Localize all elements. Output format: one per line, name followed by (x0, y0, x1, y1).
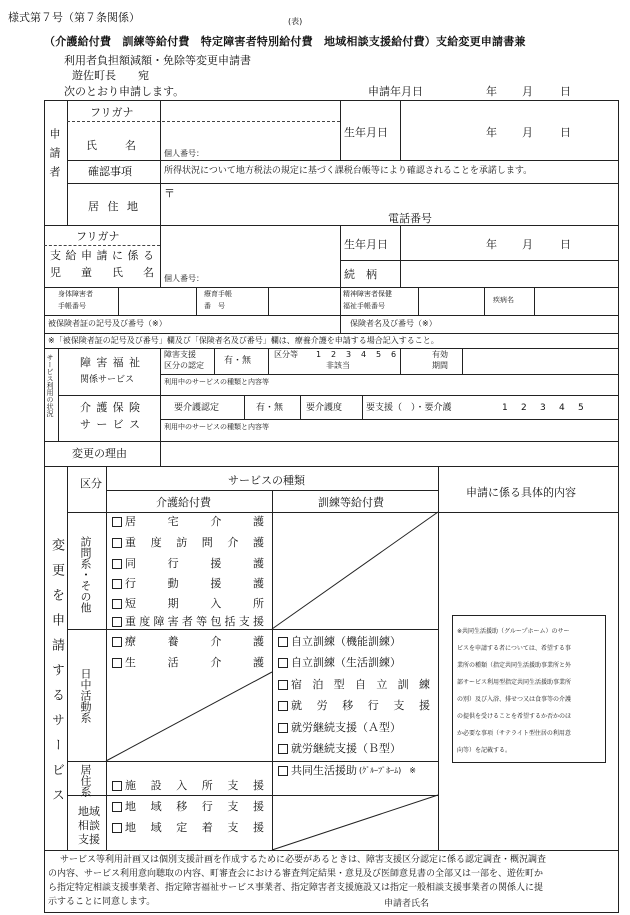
note-line: 部サービス利用型指定共同生活援助事業所 (457, 679, 572, 686)
label-char: 地 (127, 200, 138, 213)
label-char: 係 (127, 249, 139, 262)
note-line: ビスを申請する者については、希望する事 (457, 645, 571, 652)
category-label-1: 区分 (80, 477, 102, 490)
label-char: 者 (181, 615, 193, 628)
insurer-number-label: 保険者名及び番号（※） (350, 319, 437, 328)
label-char: 支 (50, 249, 61, 262)
label-char: 護 (96, 401, 108, 414)
consult-category-label: 地域相談支援 (78, 805, 100, 846)
care-cert-label: 要介護認定 (174, 403, 220, 413)
valid-label-1: 有効 (432, 350, 448, 359)
daytime-training-label: 自立訓練（生活訓練） (291, 656, 401, 669)
label-char: 支 (227, 821, 239, 834)
rehab-handbook-label-2: 番 号 (204, 302, 225, 310)
label-char: 活 (167, 656, 179, 669)
class-label: 区分等 (274, 350, 298, 359)
label-char: 定 (176, 821, 188, 834)
child-birth-year: 年 (486, 238, 497, 251)
label-char: 型 (333, 678, 345, 691)
label-char: 福 (112, 356, 124, 369)
label-char: サ (80, 418, 91, 431)
physical-handbook-label-1: 身体障害者 (58, 290, 93, 298)
label-char: 立 (376, 678, 388, 691)
label-char: 地 (125, 800, 136, 813)
label-char: 支 (238, 615, 250, 628)
care-support-label[interactable]: 要支援（ ）・要介護 (366, 403, 452, 413)
class-number-1[interactable]: 1 (316, 350, 322, 359)
footer-line: ら指定特定相談支援事業者、指定障害福祉サービス事業者、指定障害者支援施設又は指定一般相談支援事業者の関係人に提 (48, 883, 544, 893)
label-char: 給 (65, 249, 77, 262)
birthdate-year: 年 (486, 126, 497, 139)
diagonal-training-consult (272, 795, 438, 850)
label-char: 請 (96, 249, 108, 262)
label-char: 所 (252, 597, 264, 610)
label-char: 児 (50, 266, 61, 279)
welfare-label-2: 関係サービス (80, 375, 135, 385)
label-char: ビ (112, 418, 124, 431)
residence-training-label: 共同生活援助 (291, 764, 357, 777)
label-char: 援 (210, 577, 222, 590)
label-char: 泊 (312, 678, 324, 691)
residence-training-suffix: (ｸﾞﾙｰﾌﾟﾎｰﾑ) ※ (359, 765, 416, 775)
footer-line: サービス等利用計画又は個別支援計画を作成するために必要があるときは、障害支援区分認定に係る認定調査・概況調査 (60, 855, 547, 865)
diagonal-care-daytime (106, 672, 272, 761)
phone-label: 電話番号 (388, 212, 432, 225)
label-char: 害 (167, 615, 179, 628)
label-char: 居 (88, 200, 99, 213)
label-char: 護 (252, 656, 264, 669)
class-number-6[interactable]: 6 (391, 350, 397, 359)
label-char: 同 (125, 557, 136, 570)
label-char: 護 (252, 577, 264, 590)
label-char: 行 (367, 699, 379, 712)
reason-label: 変更の理由 (72, 447, 127, 460)
label-char: に (112, 249, 123, 262)
care-number-2[interactable]: 2 (521, 403, 527, 413)
postal-mark: 〒 (164, 187, 175, 200)
care-benefit-header: 介護給付費 (156, 496, 211, 509)
welfare-current-label: 利用中のサービスの種類と内容等 (164, 378, 269, 386)
usage-section-label: サービス利用の状況 (46, 354, 54, 417)
certified-yesno[interactable]: 有・無 (224, 356, 252, 366)
label-char: 援 (252, 800, 264, 813)
form-title: （介護給付費 訓練等給付費 特定障害者特別給付費 地域相談支援給付費）支給変更申請書兼 (44, 35, 526, 48)
label-char: 練 (418, 678, 430, 691)
label-char: 等 (196, 615, 208, 628)
label-char: 氏 (86, 139, 97, 152)
label-char: 介 (210, 656, 222, 669)
label-char: る (143, 249, 154, 262)
label-char: 行 (201, 800, 213, 813)
label-char: 介 (80, 401, 91, 414)
side-label: (表) (288, 17, 303, 26)
daytime-training-label: 自立訓練（機能訓練） (291, 635, 401, 648)
physical-handbook-label-2: 手帳番号 (58, 302, 86, 310)
label-char: 地 (125, 821, 136, 834)
label-char: 域 (150, 821, 162, 834)
label-char: 移 (342, 699, 354, 712)
child-birthdate-label: 生年月日 (344, 238, 388, 251)
label-char: 支 (227, 779, 239, 792)
label-char: 障 (153, 615, 165, 628)
residence-category-label: 居住系 (79, 764, 92, 797)
label-char: 支 (227, 800, 239, 813)
care-number-3[interactable]: 3 (540, 403, 546, 413)
care-cert-yesno[interactable]: 有・無 (256, 403, 284, 413)
care-level-label: 要介護度 (306, 403, 343, 413)
label-char: 度 (150, 536, 162, 549)
label-char: 労 (316, 699, 328, 712)
label-char: 童 (81, 266, 92, 279)
label-char: 護 (252, 536, 264, 549)
note-line: の別）及び入浴、排せつ又は食事等の介護 (457, 696, 572, 703)
signature-label: 申請者氏名 (384, 899, 430, 909)
label-char: 訪 (176, 536, 188, 549)
applicant-birthdate-label: 生年月日 (344, 126, 388, 139)
date-year: 年 (486, 85, 497, 98)
note-line: ※共同生活援助（グループホーム）のサー (457, 628, 570, 635)
label-char: 入 (210, 597, 222, 610)
label-char: 動 (167, 577, 179, 590)
label-char: ー (96, 418, 108, 431)
label-char: 介 (210, 515, 222, 528)
label-char: 害 (96, 356, 108, 369)
label-char: 保 (112, 401, 124, 414)
label-char: 施 (125, 779, 136, 792)
care-number-1[interactable]: 1 (502, 403, 508, 413)
certified-label-1: 障害支援 (164, 350, 196, 359)
label-char: 住 (107, 200, 119, 213)
disease-label: 疾病名 (493, 296, 514, 304)
label-char: 包 (210, 615, 222, 628)
detail-header: 申請に係る具体的内容 (466, 486, 576, 499)
label-char: 行 (125, 577, 136, 590)
mental-handbook-label-2: 福祉手帳番号 (343, 302, 385, 310)
label-char: 援 (252, 615, 264, 628)
label-char: 重 (125, 536, 136, 549)
label-char: 生 (125, 656, 136, 669)
diagonal-training-visit (272, 512, 438, 629)
label-char: 援 (210, 557, 222, 570)
label-char: 期 (167, 597, 179, 610)
birthdate-month: 月 (522, 126, 533, 139)
label-char: 度 (139, 615, 151, 628)
care-number-5[interactable]: 5 (578, 403, 584, 413)
date-day: 日 (560, 85, 571, 98)
training-benefit-header: 訓練等給付費 (318, 496, 384, 509)
birthdate-day: 日 (560, 126, 571, 139)
label-char: 名 (143, 266, 154, 279)
note-line: 向等）を記載する。 (457, 747, 512, 754)
label-char: 問 (201, 536, 213, 549)
label-char: 所 (201, 779, 213, 792)
label-char: 重 (125, 615, 136, 628)
label-char: 着 (201, 821, 213, 834)
label-char: 宅 (167, 515, 179, 528)
note-line: 業所の種類（指定共同生活援助事業所と外 (457, 662, 572, 669)
label-char: 援 (418, 699, 430, 712)
label-char: 祉 (128, 356, 140, 369)
insurance-note: ※「被保険者証の記号及び番号」欄及び「保険者名及び番号」欄は、療養介護を申請する場合記入すること。 (48, 336, 439, 345)
label-char: 援 (252, 779, 264, 792)
date-month: 月 (522, 85, 533, 98)
label-char: 申 (81, 249, 92, 262)
confirm-label: 確認事項 (88, 165, 132, 178)
label-char: 宿 (291, 678, 302, 691)
class-number-5[interactable]: 5 (376, 350, 382, 359)
daytime-category-label: 日中活動系 (79, 668, 92, 723)
child-birth-month: 月 (522, 238, 533, 251)
label-char: 氏 (112, 266, 123, 279)
label-char: 障 (80, 356, 91, 369)
class-number-4[interactable]: 4 (361, 350, 367, 359)
care-number-4[interactable]: 4 (559, 403, 565, 413)
label-char: 護 (252, 515, 264, 528)
label-char: 介 (227, 536, 239, 549)
label-char: 支 (393, 699, 405, 712)
label-char: 就 (291, 699, 302, 712)
label-char: 護 (252, 635, 264, 648)
daytime-training-label: 就労継続支援（Ａ型） (291, 721, 401, 734)
label-char: 括 (224, 615, 236, 628)
daytime-training-label: 就労継続支援（Ｂ型） (291, 742, 401, 755)
intro-text: 次のとおり申請します。 (64, 85, 185, 98)
class-number-2[interactable]: 2 (331, 350, 337, 359)
label-char: 短 (125, 597, 136, 610)
note-line: の提供を受けることを希望するか否かのほ (457, 713, 572, 720)
footer-line: の内容、サービス利用意向聴取の内容、町審査会における審査判定結果・意見及び医師意見書の全部又は一部を、遊佐町か (48, 869, 544, 879)
note-line: か必要な事項（サテライト型住居の利用意 (457, 730, 571, 737)
insured-number-label: 被保険者証の記号及び番号（※） (48, 319, 167, 328)
label-char: 移 (176, 800, 188, 813)
child-birth-day: 日 (560, 238, 571, 251)
label-char: 養 (167, 635, 179, 648)
label-char: 名 (125, 139, 136, 152)
applicant-mynumber-label: 個人番号： (164, 149, 204, 158)
label-char: 護 (252, 557, 264, 570)
label-char: 設 (150, 779, 162, 792)
change-section-label: 変更を申請するサービス (49, 538, 64, 813)
child-mynumber-label: 個人番号： (164, 274, 204, 283)
label-char: 援 (252, 821, 264, 834)
label-char: 介 (210, 635, 222, 648)
label-char: ス (128, 418, 140, 431)
valid-label-2: 期間 (432, 361, 448, 370)
visit-category-label: 訪問系・その他 (79, 536, 92, 613)
relation-label: 続 柄 (344, 268, 377, 281)
mental-handbook-label-1: 精神障害者保健 (343, 290, 392, 298)
child-furigana-label: フリガナ (76, 230, 120, 243)
applicant-section-label: 申請者 (48, 128, 61, 185)
label-char: 行 (167, 557, 179, 570)
label-char: 療 (125, 635, 136, 648)
rehab-handbook-label-1: 療育手帳 (204, 290, 232, 298)
service-types-header: サービスの種類 (228, 474, 305, 487)
certified-label-2: 区分の認定 (164, 361, 204, 370)
class-number-3[interactable]: 3 (346, 350, 352, 359)
label-char: 入 (176, 779, 188, 792)
form-subtitle: 利用者負担額減額・免除等変更申請書 (64, 54, 251, 67)
consent-text: 所得状況について地方税法の規定に基づく課税台帳等により確認されることを承諾します。 (164, 166, 533, 176)
label-char: 訓 (397, 678, 409, 691)
care-current-label: 利用中のサービスの種類と内容等 (164, 423, 269, 431)
label-char: 自 (354, 678, 366, 691)
applicant-furigana-label: フリガナ (90, 106, 134, 119)
label-char: 域 (150, 800, 162, 813)
class-non-applicable[interactable]: 非該当 (326, 361, 350, 370)
application-date-label: 申請年月日 (368, 85, 423, 98)
addressee: 遊佐町長 宛 (72, 69, 149, 82)
footer-line: 示することに同意します。 (48, 897, 156, 907)
label-char: 険 (128, 401, 140, 414)
label-char: 居 (125, 515, 136, 528)
form-number: 様式第７号（第７条関係） (8, 11, 140, 24)
